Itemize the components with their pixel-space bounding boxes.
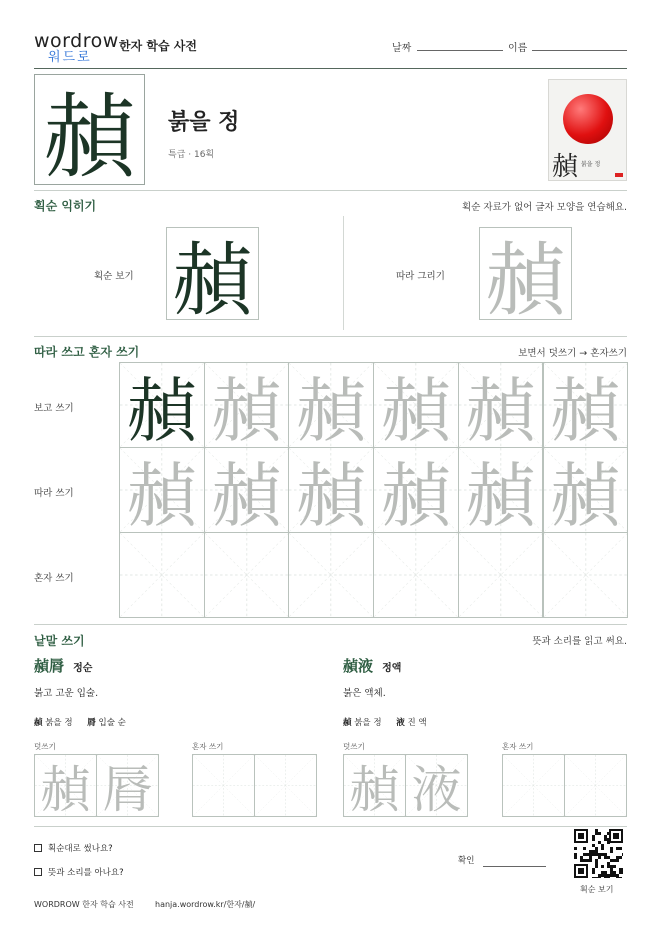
vocab-2-parts: 赬 붉을 정 液 진 액 [343,718,427,728]
vocab-2-trace-cell-2-character: 液 [411,760,462,817]
vocab-1-solo-cell-2[interactable] [254,754,317,817]
book-caption: 붉을 정 [581,161,601,168]
practice-cell-r1-c6[interactable] [543,362,629,448]
practice-cell-r2-c4-character: 赬 [380,454,451,533]
stroke-trace-character: 赬 [485,234,566,320]
practice-cell-r3-c5[interactable] [458,532,544,618]
character-meaning: 붉을 정 [168,110,240,135]
vocab-1-parts: 赬 붉을 정 脣 입술 순 [34,718,126,728]
stroke-view-cell [166,227,259,320]
row-label-look: 보고 쓰기 [34,403,74,414]
practice-cell-r3-c1[interactable] [119,532,205,618]
practice-cell-r1-c2[interactable] [204,362,290,448]
name-field[interactable] [532,50,627,51]
name-label: 이름 [508,43,528,54]
stroke-section-note: 획순 자료가 없어 글자 모양을 연습해요. [462,202,627,213]
footer-url[interactable]: hanja.wordrow.kr/한자/赬/ [155,900,256,909]
practice-cell-r2-c3[interactable] [288,447,374,533]
date-field[interactable] [417,50,503,51]
vocab-section-title: 낱말 쓰기 [34,634,85,648]
vocab-1-meaning: 붉고 고운 입술. [34,688,99,699]
practice-cell-r1-c3[interactable] [288,362,374,448]
qr-label: 획순 보기 [580,885,614,894]
logo-korean: 워드로 [48,50,92,65]
practice-cell-r2-c1-character: 赬 [126,454,197,533]
practice-cell-r3-c2[interactable] [204,532,290,618]
practice-cell-r3-c3[interactable] [288,532,374,618]
vocab-2-header [343,655,401,676]
practice-section-title: 따라 쓰고 혼자 쓰기 [34,345,140,359]
practice-cell-r2-c5-character: 赬 [465,454,536,533]
red-ball-image [563,94,613,144]
vocab-1-trace-cell-1-character: 赬 [40,760,91,817]
practice-cell-r1-c6-character: 赬 [550,369,621,448]
stroke-section-title: 획순 익히기 [34,199,97,213]
vocab-2-meaning: 붉은 액체. [343,688,386,699]
practice-cell-r1-c1-character: 赬 [126,369,197,448]
practice-cell-r1-c4-character: 赬 [380,369,451,448]
vocab-1-trace-cell-2-character: 脣 [102,760,153,817]
vocab-2-reading: 정액 [382,663,402,674]
checklist-item-1[interactable]: 획순대로 썼나요? [34,842,113,854]
book-thumbnail [548,79,627,181]
practice-cell-r1-c5[interactable] [458,362,544,448]
practice-cell-r1-c2-character: 赬 [211,369,282,448]
checklist-item-2[interactable]: 뜻과 소리를 아나요? [34,866,124,878]
vocab-1-reading: 정순 [73,663,93,674]
divider [34,826,627,827]
main-character-box [34,74,145,191]
vocab-2-trace-cell-2[interactable] [405,754,468,817]
stroke-divider [343,216,344,330]
logo-wordrow: wordrow [34,30,119,52]
practice-cell-r2-c3-character: 赬 [296,454,367,533]
vocab-1-trace-cell-1[interactable] [34,754,97,817]
practice-cell-r2-c2-character: 赬 [211,454,282,533]
qr-code-icon[interactable] [574,829,623,878]
practice-cell-r2-c2[interactable] [204,447,290,533]
confirm-field[interactable] [483,866,546,867]
vocab-1-word: 赬脣 [34,657,65,675]
vocab-2-trace-cell-1-character: 赬 [349,760,400,817]
practice-section-note: 보면서 덧쓰기 → 혼자쓰기 [518,348,627,359]
vocab-2-solo-cell-2[interactable] [564,754,627,817]
vocab-2-trace-cell-1[interactable] [343,754,406,817]
vocab-2-solo-label: 혼자 쓰기 [502,742,534,751]
practice-cell-r2-c5[interactable] [458,447,544,533]
vocab-section-note: 뜻과 소리를 읽고 써요. [532,636,627,647]
practice-cell-r1-c5-character: 赬 [465,369,536,448]
practice-cell-r2-c1[interactable] [119,447,205,533]
divider [34,190,627,191]
practice-cell-r2-c6[interactable] [543,447,629,533]
date-label: 날짜 [392,43,412,54]
stroke-view-label: 획순 보기 [94,271,134,282]
checkbox-icon[interactable] [34,868,42,876]
checkbox-icon[interactable] [34,844,42,852]
stroke-view-character: 赬 [172,234,253,320]
stroke-trace-cell[interactable] [479,227,572,320]
vocab-1-trace-label: 덧쓰기 [34,742,56,751]
stroke-trace-label: 따라 그리기 [396,271,445,282]
vocab-1-trace-cell-2[interactable] [96,754,159,817]
book-mark [615,173,623,177]
vocab-2-solo-cell-1[interactable] [502,754,565,817]
main-character: 赬 [43,83,136,191]
vocab-1-solo-cell-1[interactable] [192,754,255,817]
book-character: 赬 [552,152,579,181]
divider [34,624,627,625]
practice-cell-r1-c3-character: 赬 [296,369,367,448]
practice-cell-r3-c6[interactable] [543,532,629,618]
vocab-2-trace-label: 덧쓰기 [343,742,365,751]
footer-brand: WORDROW 한자 학습 사전 [34,900,134,909]
page-title: 한자 학습 사전 [119,39,197,53]
character-grade: 특급 · 16획 [168,150,215,160]
practice-cell-r1-c4[interactable] [373,362,459,448]
practice-cell-r3-c4[interactable] [373,532,459,618]
practice-cell-r2-c4[interactable] [373,447,459,533]
row-label-solo: 혼자 쓰기 [34,573,74,584]
vocab-1-solo-label: 혼자 쓰기 [192,742,224,751]
practice-cell-r1-c1 [119,362,205,448]
divider [34,336,627,337]
row-label-trace: 따라 쓰기 [34,488,74,499]
vocab-2-word: 赬液 [343,657,374,675]
vocab-1-header [34,655,92,676]
practice-cell-r2-c6-character: 赬 [550,454,621,533]
confirm-label: 확인 [458,856,475,866]
